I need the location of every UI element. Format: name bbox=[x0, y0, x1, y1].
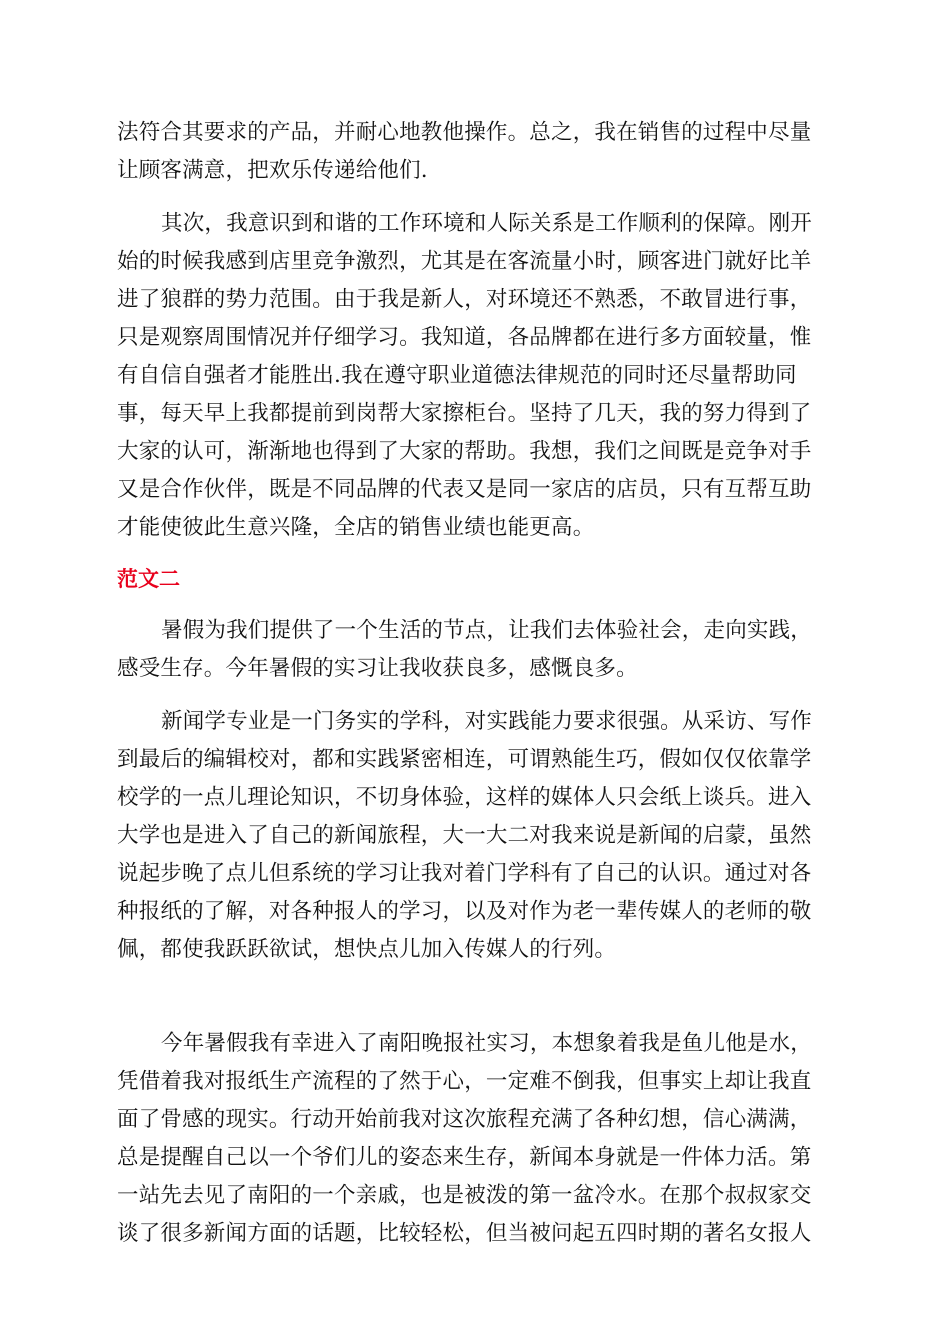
paragraph-harmony bbox=[117, 205, 833, 547]
text-line: 让顾客满意，把欢乐传递给他们. bbox=[117, 158, 428, 183]
text-line: 大家的认可，渐渐地也得到了大家的帮助。我想，我们之间既是竞争对手 bbox=[117, 439, 812, 464]
text-line: 始的时候我感到店里竞争激烈，尤其是在客流量小时，顾客进门就好比羊 bbox=[117, 249, 812, 274]
text-line: 感受生存。今年暑假的实习让我收获良多，感慨良多。 bbox=[117, 656, 638, 681]
text-line: 凭借着我对报纸生产流程的了然于心，一定难不倒我，但事实上却让我直 bbox=[117, 1069, 812, 1094]
text-line: 一站先去见了南阳的一个亲戚，也是被泼的第一盆冷水。在那个叔叔家交 bbox=[117, 1183, 812, 1208]
text-line: 其次，我意识到和谐的工作环境和人际关系是工作顺利的保障。刚开 bbox=[161, 211, 813, 236]
text-line: 新闻学专业是一门务实的学科，对实践能力要求很强。从采访、写作 bbox=[161, 709, 813, 734]
paragraph-internship bbox=[117, 1025, 833, 1253]
text-line: 有自信自强者才能胜出.我在遵守职业道德法律规范的同时还尽量帮助同 bbox=[117, 363, 797, 388]
text-line: 总是提醒自己以一个爷们儿的姿态来生存，新闻本身就是一件体力活。第 bbox=[117, 1145, 812, 1170]
text-line: 暑假为我们提供了一个生活的节点，让我们去体验社会，走向实践， bbox=[161, 618, 813, 643]
text-line: 大学也是进入了自己的新闻旅程，大一大二对我来说是新闻的启蒙，虽然 bbox=[117, 823, 812, 848]
text-line: 说起步晚了点儿但系统的学习让我对着门学科有了自己的认识。通过对各 bbox=[117, 861, 812, 886]
text-line: 法符合其要求的产品，并耐心地教他操作。总之，我在销售的过程中尽量 bbox=[117, 120, 812, 145]
paragraph-continuation bbox=[117, 114, 833, 190]
text-line: 种报纸的了解，对各种报人的学习，以及对作为老一辈传媒人的老师的敬 bbox=[117, 899, 812, 924]
text-line: 才能使彼此生意兴隆，全店的销售业绩也能更高。 bbox=[117, 515, 595, 540]
paragraph-journalism bbox=[117, 703, 833, 969]
text-line: 只是观察周围情况并仔细学习。我知道，各品牌都在进行多方面较量，惟 bbox=[117, 325, 812, 350]
text-line: 到最后的编辑校对，都和实践紧密相连，可谓熟能生巧，假如仅仅依靠学 bbox=[117, 747, 812, 772]
text-line: 事，每天早上我都提前到岗帮大家擦柜台。坚持了几天，我的努力得到了 bbox=[117, 401, 812, 426]
text-line: 又是合作伙伴，既是不同品牌的代表又是同一家店的店员，只有互帮互助 bbox=[117, 477, 812, 502]
text-line: 面了骨感的现实。行动开始前我对这次旅程充满了各种幻想，信心满满， bbox=[117, 1107, 812, 1132]
text-line: 校学的一点儿理论知识，不切身体验，这样的媒体人只会纸上谈兵。进入 bbox=[117, 785, 812, 810]
paragraph-summer-intro bbox=[117, 612, 833, 688]
text-line: 进了狼群的势力范围。由于我是新人，对环境还不熟悉，不敢冒进行事， bbox=[117, 287, 812, 312]
text-line: 佩，都使我跃跃欲试，想快点儿加入传媒人的行列。 bbox=[117, 937, 617, 962]
text-line: 谈了很多新闻方面的话题，比较轻松，但当被问起五四时期的著名女报人 bbox=[117, 1221, 812, 1246]
section-heading: 范文二 bbox=[117, 567, 180, 591]
text-line: 今年暑假我有幸进入了南阳晚报社实习，本想象着我是鱼儿他是水， bbox=[161, 1031, 813, 1056]
